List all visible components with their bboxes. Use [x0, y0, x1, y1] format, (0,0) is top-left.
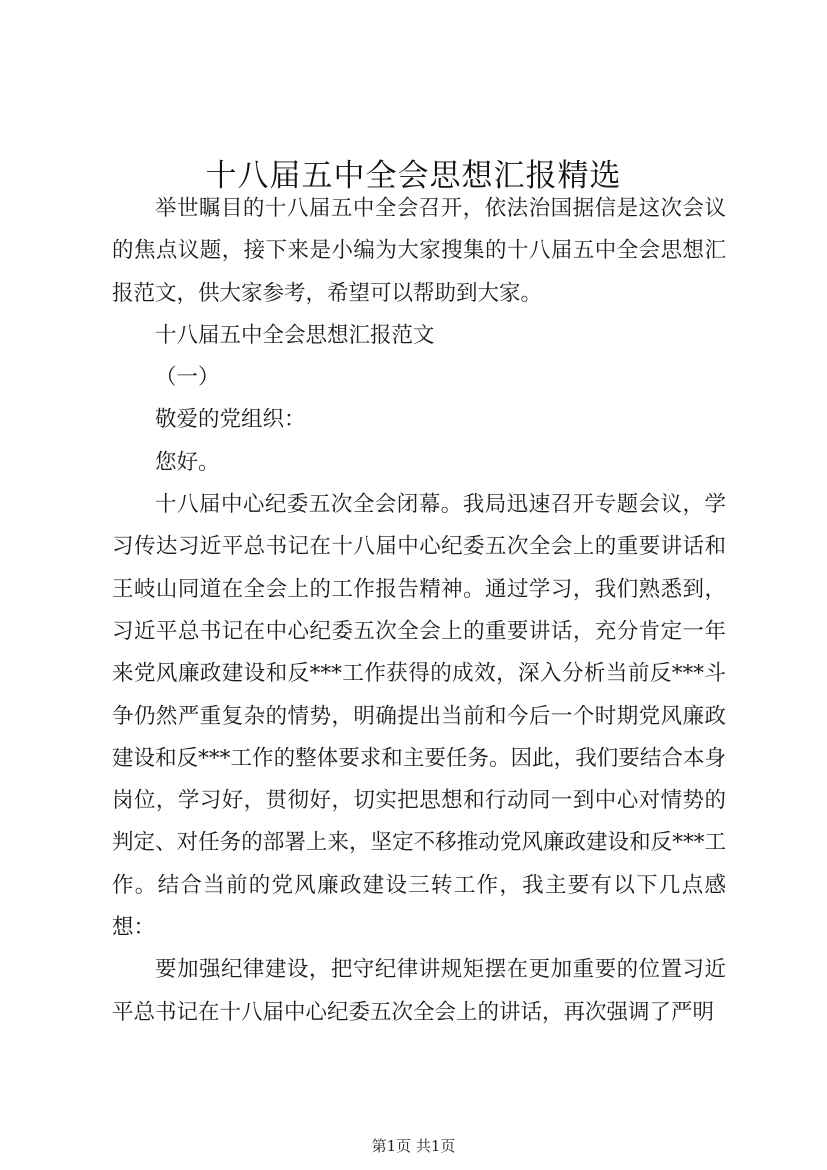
- body-paragraph: 要加强纪律建设，把守纪律讲规矩摆在更加重要的位置习近平总书记在十八届中心纪委五次全会上的讲话，再次强调了严明: [112, 957, 726, 1025]
- greeting: 您好。: [155, 449, 220, 475]
- section-number: （一）: [155, 365, 220, 391]
- page-footer: 第1页 共1页: [371, 1137, 456, 1155]
- document-title: 十八届五中全会思想汇报精选: [205, 158, 622, 194]
- body-paragraph: 十八届中心纪委五次全会闭幕。我局迅速召开专题会议，学习传达习近平总书记在十八届中心纪委五次全会上的重要讲话和王岐山同道在全会上的工作报告精神。通过学习，我们熟悉到，习近平总书记在中心纪委五次全会上的重要讲话，充分肯定一年来党风廉政建设和反***工作获得的成效，深入分析当前反***斗争仍然严重复杂的情势，明确提出当前和今后一个时期党风廉政建设和反***工作的整体要求和主要任务。因此，我们要结合本身岗位，学习好，贯彻好，切实把思想和行动同一到中心对情势的判定、对任务的部署上来，坚定不移推动党风廉政建设和反***工作。结合当前的党风廉政建设三转工作，我主要有以下几点感想：: [112, 492, 726, 941]
- section-heading: 十八届五中全会思想汇报范文: [155, 322, 435, 348]
- document-body: [112, 188, 726, 1034]
- intro-paragraph: 举世瞩目的十八届五中全会召开，依法治国据信是这次会议的焦点议题，接下来是小编为大家搜集的十八届五中全会思想汇报范文，供大家参考，希望可以帮助到大家。: [112, 196, 726, 306]
- salutation: 敬爱的党组织：: [155, 407, 306, 433]
